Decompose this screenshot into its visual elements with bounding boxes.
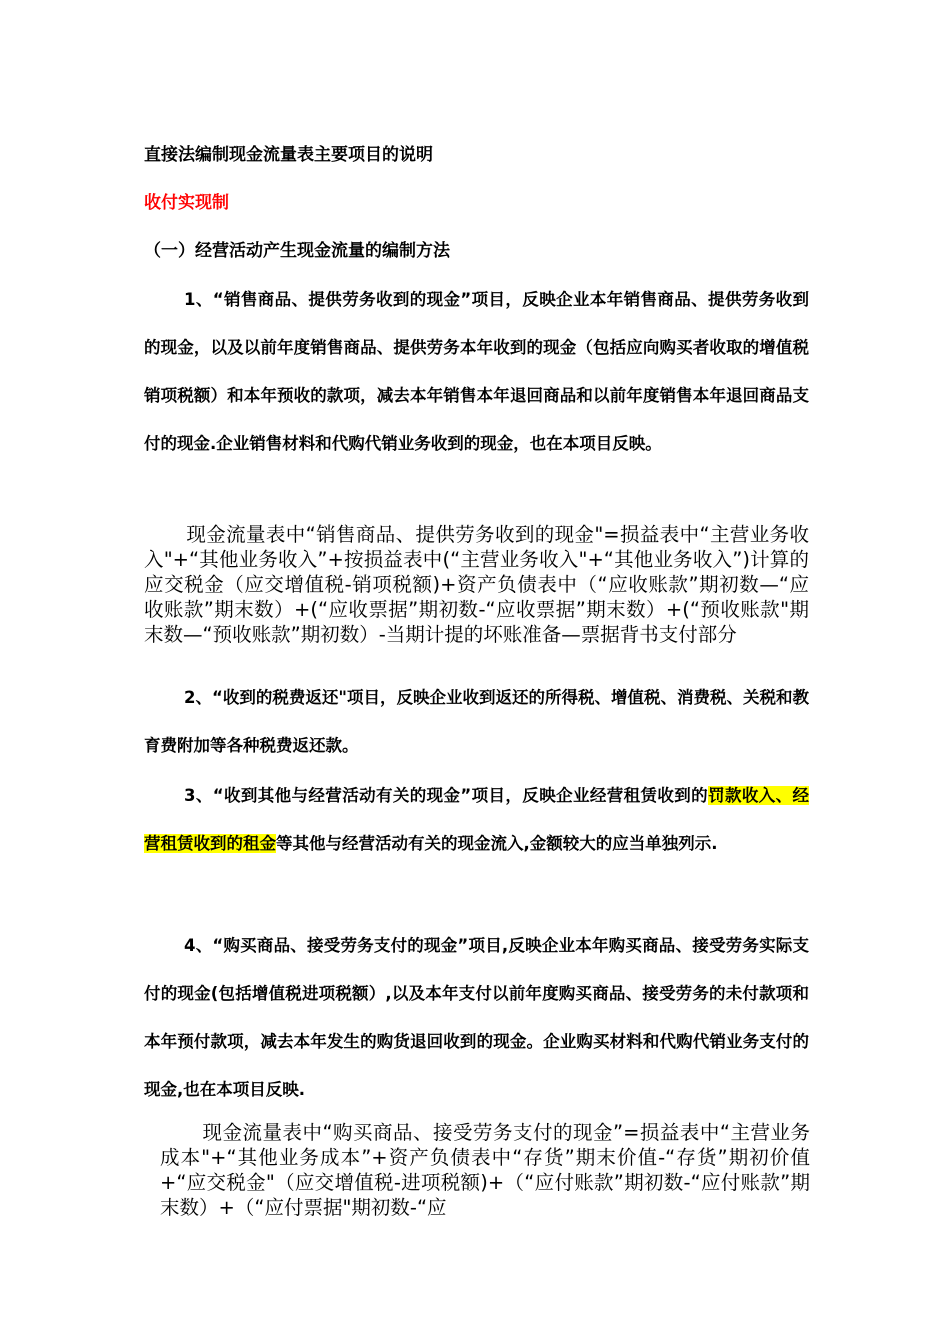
formula-1-text: 现金流量表中“销售商品、提供劳务收到的现金"=损益表中“主营业务收入"+“其他业务收入”+按损益表中(“主营业务收入"+“其他业务收入”)计算的应交税金（应交增值税-销项税额)+资产负债表中（“应收账款”期初数—“应收账款”期末数）+(“应收票据”期初数-“应收票据”期末数）+(“预收账款"期末数—“预收账款”期初数）-当期计提的坏账准备—票据背书支付部分 (144, 523, 809, 646)
item-4-text: 4、“购买商品、接受劳务支付的现金”项目,反映企业本年购买商品、接受劳务实际支付的现金(包括增值税进项税额）,以及本年支付以前年度购买商品、接受劳务的未付款项和本年预付款项，减去本年发生的购货退回收到的现金。企业购买材料和代购代销业务支付的现金,也在本项目反映. (144, 936, 809, 1099)
formula-2-text: 现金流量表中“购买商品、接受劳务支付的现金”=损益表中“主营业务成本"+“其他业务成本”+资产负债表中“存货”期末价值-“存货”期初价值+“应交税金"（应交增值税-进项税额)+（“应付账款”期初数-“应付账款”期末数）+（“应付票据"期初数-“应 (160, 1121, 810, 1219)
item-1-paragraph (144, 276, 809, 468)
item-2-text: 2、“收到的税费返还"项目，反映企业收到返还的所得税、增值税、消费税、关税和教育费附加等各种税费返还款。 (144, 688, 809, 755)
item-3-text-after: 等其他与经营活动有关的现金流入,金额较大的应当单独列示. (276, 834, 718, 853)
document-title: 直接法编制现金流量表主要项目的说明 (144, 145, 433, 165)
formula-2-paragraph (160, 1120, 810, 1220)
item-3-paragraph (144, 772, 809, 868)
item-3-text-before: 3、“收到其他与经营活动有关的现金”项目，反映企业经营租赁收到的 (184, 786, 709, 805)
item-4-paragraph (144, 922, 809, 1114)
section-heading: （一）经营活动产生现金流量的编制方法 (144, 241, 450, 261)
item-1-text: 1、“销售商品、提供劳务收到的现金”项目，反映企业本年销售商品、提供劳务收到的现金，以及以前年度销售商品、提供劳务本年收到的现金（包括应向购买者收取的增值税销项税额）和本年预收的款项，减去本年销售本年退回商品和以前年度销售本年退回商品支付的现金.企业销售材料和代购代销业务收到的现金，也在本项目反映。 (144, 290, 809, 453)
item-3-highlight: 罚款收入、经营租赁收到的租金 (144, 786, 809, 853)
method-heading: 收付实现制 (144, 193, 229, 213)
item-2-paragraph (144, 674, 809, 770)
formula-1-paragraph (144, 522, 809, 647)
